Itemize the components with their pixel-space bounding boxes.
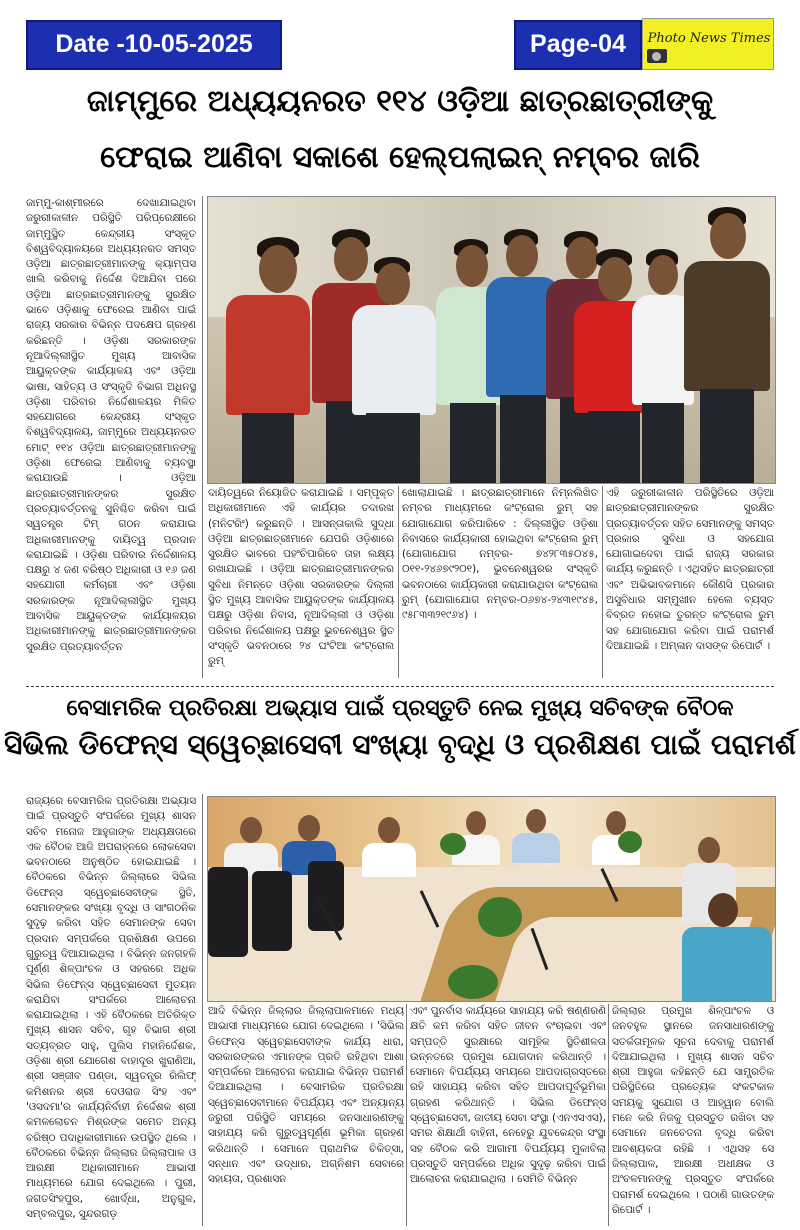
story2-headline-line2: ସିଭିଲ ଡିଫେନ୍ସ ସ୍ୱେଚ୍ଛାସେବୀ ସଂଖ୍ୟା ବୃଦ୍ଧି ଓ ପ୍ରଶିକ୍ଷଣ ପାଇଁ ପରାମର୍ଶ (4, 728, 796, 761)
column-divider (602, 486, 603, 678)
column-divider (406, 1004, 407, 1226)
story1-column-1: ଜାମ୍ମୁ-କାଶ୍ମୀରରେ ଦେଖାଯାଇଥିବା ଜରୁରୀକାଳୀନ ପରିସ୍ଥିତି ପରିପ୍ରେକ୍ଷୀରେ ଜାମ୍ମୁସ୍ଥିତ କେନ୍ଦ୍ରୀୟ ସଂସ୍କୃତ ବିଶ୍ୱବିଦ୍ୟାଳୟରେ ଅଧ୍ୟୟନରତ ସମସ୍ତ ଓଡ଼ିଆ ଛାତ୍ରଛାତ୍ରୀମାନଙ୍କୁ କ୍ୟାମ୍ପସ ଖାଲି କରିବାକୁ ନିର୍ଦ୍ଦେଶ ଦିଆଯିବା ପରେ ଓଡ଼ିଆ ଛାତ୍ରଛାତ୍ରୀମାନଙ୍କୁ ସୁରକ୍ଷିତ ଭାବେ ଓଡ଼ିଶାକୁ ଫେରେଇ ଆଣିବା ପାଇଁ ରାଜ୍ୟ ସରକାର ବିଭିନ୍ନ ପଦକ୍ଷେପ ଗ୍ରହଣ କରିଛନ୍ତି । ଓଡ଼ିଶା ସରକାରଙ୍କ ନୂଆଦିଲ୍ଲୀସ୍ଥିତ ମୁଖ୍ୟ ଆବାସିକ ଆୟୁକ୍ତଙ୍କ କାର୍ଯ୍ୟାଳୟ ଏବଂ ଓଡ଼ିଆ ଭାଷା, ସାହିତ୍ୟ ଓ ସଂସ୍କୃତି ବିଭାଗ ଅଧିନସ୍ଥ ଓଡ଼ିଶା ପରିବାର ନିର୍ଦ୍ଦେଶାଳୟର ମିଳିତ ସହଯୋଗରେ କେନ୍ଦ୍ରୀୟ ସଂସ୍କୃତ ବିଶ୍ୱବିଦ୍ୟାଳୟ, ଜାମ୍ମୁରେ ଅଧ୍ୟୟନରତ ମୋଟ୍ ୧୧୪ ଓଡ଼ିଆ ଛାତ୍ରଛାତ୍ରୀମାନଙ୍କୁ ଓଡ଼ିଶା ଫେରେଇ ଆଣିବାକୁ ବ୍ୟବସ୍ଥା କରାଯାଉଛି । ଓଡ଼ିଆ ଛାତ୍ରଛାତ୍ରୀମାନଙ୍କର ସୁରକ୍ଷିତ ପ୍ରତ୍ୟାବର୍ତ୍ତନକୁ ସୁନିଶ୍ଚିତ କରିବା ପାଇଁ ସ୍ୱତନ୍ତ୍ର ଟିମ୍ ଗଠନ କରାଯାଇ ଅଧିକାରୀମାନଙ୍କୁ ଦାୟିତ୍ୱ ପ୍ରଦାନ କରାଯାଇଛି । ଓଡ଼ିଶା ପରିବାର ନିର୍ଦ୍ଦେଶାଳୟ ପକ୍ଷରୁ ୪ ଜଣ ବରିଷ୍ଠ ଅଧିକାରୀ ଓ ୧୬ ଜଣ ସହଯୋଗୀ କର୍ମଚାରୀ ଏବଂ ଓଡ଼ିଶା ସରକାରଙ୍କ ନୂଆଦିଲ୍ଲୀସ୍ଥିତ ମୁଖ୍ୟ ଆବାସିକ ଆୟୁକ୍ତଙ୍କ କାର୍ଯ୍ୟାଳୟର ଅଧିକାରୀମାନଙ୍କୁ ଛାତ୍ରଛାତ୍ରୀମାନଙ୍କର ସୁରକ୍ଷିତ ପ୍ରତ୍ୟାବର୍ତ୍ତନ (26, 197, 196, 653)
meeting-participant (358, 817, 418, 877)
story1-column-4: ଏହି ଜରୁରୀକାଳୀନ ପରିସ୍ଥିତିରେ ଓଡ଼ିଆ ଛାତ୍ରଛାତ୍ରୀମାନଙ୍କର ସୁରକ୍ଷିତ ପ୍ରତ୍ୟାବର୍ତ୍ତନ ସହିତ ସେମାନଙ୍କୁ ସମସ୍ତ ପ୍ରକାର ସୁବିଧା ଓ ସହଯୋଗ ଯୋଗାଇଦେବା ପାଇଁ ରାଜ୍ୟ ସରକାର କାର୍ଯ୍ୟ କରୁଛନ୍ତି । ଏଥିସହିତ ଛାତ୍ରଛାତ୍ରୀ ଏବଂ ଅଭିଭାବକମାନେ କୌଣସି ପ୍ରକାର ଅସୁବିଧାର ସମ୍ମୁଖୀନ ହେଲେ ବ୍ୟସ୍ତ ବିବ୍ରତ ନହୋଇ ତୁରନ୍ତ କଂଟ୍ରୋଲ ରୁମ୍ ସହ ଯୋଗାଯୋଗ କରିବା ପାଇଁ ପରାମର୍ଶ ଦିଆଯାଇଛି । ଅମ୍ଳାନ ଦାସଙ୍କ ରିପୋର୍ଟ । (606, 487, 774, 652)
plant-decoration (478, 897, 522, 937)
story1-column-3: ଖୋଲାଯାଇଛି । ଛାତ୍ରଛାତ୍ରୀମାନେ ନିମ୍ନଲିଖିତ ନମ୍ବର ମାଧ୍ୟମରେ କଂଟ୍ରୋଲ ରୁମ୍ ସହ ଯୋଗାଯୋଗ କରିପାରିବେ : ଦିଲ୍ଲୀସ୍ଥିତ ଓଡ଼ିଶା ନିବାସରେ କାର୍ଯ୍ୟକାରୀ ହୋଇଥିବା କଂଟ୍ରୋଲ ରୁମ୍ (ଯୋଗାଯୋଗ ନମ୍ବର- ୭୪୨୮୩୫୦୪୫, ୦୧୧-୨୪୬୭୯୨୦୧), ଭୁବନେଶ୍ୱରର ସଂସ୍କୃତି ଭବନଠାରେ କାର୍ଯ୍ୟକାରୀ କରାଯାଉଥିବା କଂଟ୍ରୋଲ ରୁମ୍ (ଯୋଗାଯୋଗ ନମ୍ବର-୦୬୭୪-୨୪୩୧୯୪୫, ୯୫୮୩୩୨୧୯୬୪) । (402, 487, 598, 622)
story2-column-3: ଏବଂ ପୁନର୍ବାସ କାର୍ଯ୍ୟରେ ସାହାଯ୍ୟ କରି ଷଣ୍ଣରଣି କ୍ଷତି କମ କରିବା ସହିତ ଜୀବନ ବଂଚାଇବା ଏବଂ ସମ୍ପତ୍ତି ସୁରକ୍ଷାରେ ସାମୂହିକ ସ୍ଥିତିଶୀଳତା ଉନ୍ନତରେ ପ୍ରମୁଖ ଯୋଗଦାନ କରିଥାନ୍ତି । ସେମାନେ ବିପର୍ଯ୍ୟୟ ସମୟରେ ଆପଦାଗ୍ରସ୍ତରେ ରହି ସାହାଯ୍ୟ କରିବା ସହିତ ଆପଦାପୂର୍ବଭୂମିକା ଗ୍ରହଣ କରିଥାନ୍ତି । ସିଭିଲ ଡିଫେନ୍ସ ସ୍ୱେଚ୍ଛାସେବୀ, ଜାତୀୟ ସେବା ସଂସ୍ଥା (ଏନଏସଏସ), ସମର ଶିକ୍ଷାର୍ଥୀ ବାହିନୀ, ନେହେରୁ ଯୁବକେନ୍ଦ୍ର ସଂସ୍ଥା ସହ ବୈଠକ କରି ଆଗାମୀ ବିପର୍ଯ୍ୟୟ ମୁକାବିଲା ପ୍ରସ୍ତୁତି ସମ୍ପର୍କରେ ଅଧିକ ସୁଦୃଢ଼ କରିବା ପାଇଁ ଆଲୋଚନା କରାଯାଇଥିଲା । ସେମିତି ବିଭିନ୍ନ (410, 1005, 606, 1186)
column-divider (398, 486, 399, 678)
story2-column-1: ରାଜ୍ୟରେ ବେସାମରିକ ପ୍ରତିରକ୍ଷା ଅଭ୍ୟାସ ପାଇଁ ପ୍ରସ୍ତୁତି ସଂପର୍କରେ ମୁଖ୍ୟ ଶାସନ ସଚିବ ମନୋଜ ଆହୁଜାଙ୍କ ଅଧ୍ୟକ୍ଷତାରେ ଏକ ବୈଠକ ଆଜି ଅପରାହ୍ନରେ ଲୋକସେବା ଭବନଠାରେ ଅନୁଷ୍ଠିତ ହୋଇଯାଇଛି । ବୈଠକରେ ବିଭିନ୍ନ ଜିଲ୍ଲାରେ ସିଭିଲ ଡିଫେନ୍ସ ସ୍ୱେଚ୍ଛାସେବୀଙ୍କ ସ୍ଥିତି, ସେମାନଙ୍କର ସଂଖ୍ୟା ବୃଦ୍ଧି ଓ ସାଂଗଠନିକ ସୁଦୃଢ଼ କରିବା ସହିତ ସେମାନଙ୍କ ସେବା ପ୍ରଦାନ ସମ୍ପର୍କରେ ପ୍ରଶିକ୍ଷଣ ଉପରେ ଗୁରୁତ୍ୱ ଦିଆଯାଇଥିଲା । ବିଭିନ୍ନ ଜନଗହଳି ପୂର୍ଣ୍ଣ ଶିଳ୍ପାଂଚଳ ଓ ସହରରେ ଅଧିକ ସିଭିଲ ଡିଫେନ୍ସ ସ୍ୱେଚ୍ଛାସେବୀ ମୁତୟନ କରାଯିବା ସଂପର୍କରେ ଆଲୋଚନା କରାଯାଇଥିଲା । ଏହି ବୈଠକରେ ଅତିରିକ୍ତ ମୁଖ୍ୟ ଶାସନ ସଚିବ, ଗୃହ ବିଭାଗ ଶ୍ରୀ ସତ୍ୟବ୍ରତ ସାହୁ, ପୁଲିସ ମହାନିର୍ଦ୍ଦେଶକ, ଓଡ଼ିଶା ଶ୍ରୀ ଯୋଗେଶ ବାହାଦୂର ଖୁରାଣିଆ, ଶ୍ରୀ ସଞ୍ଜୀବ ପଣ୍ଡା, ସ୍ୱତନ୍ତ୍ର ରିଲିଫ୍ କମିଶନର ଶ୍ରୀ ଦେଓରାଜ ସିଂହ ଏବଂ 'ଓସଦମା'ର କାର୍ଯ୍ୟନିର୍ବାହୀ ନିର୍ଦ୍ଦେଶକ ଶ୍ରୀ କମଳଲୋଚନ ମିଶ୍ରଙ୍କ ସମେତ ଅନ୍ୟ ବରିଷ୍ଠ ପଦାଧିକାରୀମାନେ ଉପସ୍ଥିତ ଥିଲେ । ବୈଠକରେ ବିଭିନ୍ନ ଜିଲ୍ଲାର ଜିଲ୍ଲାପାଳ ଓ ଆରକ୍ଷୀ ଅଧିକାରୀମାନେ ଆଭାସୀ ମାଧ୍ୟମରେ ଯୋଗ ଦେଇଥିଲେ । ପୁରୀ, ଜଗତସିଂହପୁର, ଖୋର୍ଦ୍ଧା, ଅନୁଗୁଳ, ସମ୍ବଲପୁର, ସୁନ୍ଦରଗଡ଼ (26, 795, 196, 1221)
logo-text: Photo News Times (647, 31, 771, 46)
plant-decoration (618, 831, 642, 853)
section-separator (26, 686, 774, 687)
column-divider (608, 1004, 609, 1226)
student-figure (212, 217, 312, 484)
office-chair (308, 861, 344, 931)
story2-column-2: ଆଦି ବିଭିନ୍ନ ଜିଲ୍ଲାର ଜିଲ୍ଲାପାଳମାନେ ମଧ୍ୟ ଆଭାସୀ ମାଧ୍ୟମରେ ଯୋଗ ଦେଇଥିଲେ । 'ସିଭିଲ ଡିଫେନ୍ସ ସ୍ୱେଚ୍ଛାସେବୀଙ୍କ କାର୍ଯ୍ୟ ଧାରା, ସରକାରଙ୍କର ଏମାନଙ୍କ ପ୍ରତି ରହିଥିବା ଆଶା ସମ୍ପର୍କରେ ଆଲୋଚନା କରାଯାଇ ବିଭିନ୍ନ ପରାମର୍ଶ ଦିଆଯାଇଥିଲା । ବେସାମରିକ ପ୍ରତିରକ୍ଷା ସ୍ୱେଚ୍ଛାସେବୀମାନେ ବିପର୍ଯ୍ୟୟ ଏବଂ ଅନ୍ୟାନ୍ୟ ଜରୁରୀ ପରିସ୍ଥିତି ସମୟରେ ଜନସାଧାରଣଙ୍କୁ ସାହାଯ୍ୟ କରି ଗୁରୁତ୍ୱପୂର୍ଣ୍ଣ ଭୂମିକା ଗ୍ରହଣ କରିଥାନ୍ତି । ସେମାନେ ପ୍ରାଥମିକ ଚିକିତ୍ସା, ସନ୍ଧାନ ଏବଂ ଉଦ୍ଧାର, ଅଗ୍ନିଶମ ସେବାରେ ସହାୟତା, ପ୍ରଶାସନ (208, 1005, 404, 1186)
student-figure (678, 197, 774, 484)
camera-lens-icon (652, 52, 661, 61)
date-badge: Date -10-05-2025 (26, 20, 282, 70)
student-figure (348, 247, 438, 484)
microphone (420, 890, 440, 928)
office-chair (252, 871, 292, 951)
plant-decoration (448, 965, 498, 999)
plant-decoration (440, 833, 466, 855)
page-number-badge: Page-04 (514, 20, 642, 70)
story2-headline-line1: ବେସାମରିକ ପ୍ରତିରକ୍ଷା ଅଭ୍ୟାସ ପାଇଁ ପ୍ରସ୍ତୁତି ନେଇ ମୁଖ୍ୟ ସଚିବଙ୍କ ବୈଠକ (66, 696, 734, 721)
column-divider (202, 196, 203, 678)
story1-photo-students (207, 196, 776, 484)
column-divider (202, 794, 203, 1226)
story1-column-2: ଦାୟିତ୍ୱରେ ନିୟୋଜିତ କରାଯାଇଛି । ସମ୍ପୃକ୍ତ ଅଧିକାରୀମାନେ ଏହି କାର୍ଯ୍ୟର ତଦାରଖ (ମନିଟରିଂ) କରୁଛନ୍ତି । ଆସନ୍ତାକାଲି ସୁଦ୍ଧା ଓଡ଼ିଆ ଛାତ୍ରଛାତ୍ରୀମାନେ ଯେପରି ଓଡ଼ିଶାରେ ସୁରକ୍ଷିତ ଭାବରେ ପହଂଚିପାରିବେ ତାହା ଲକ୍ଷ୍ୟ ରଖାଯାଇଛି । ଓଡ଼ିଆ ଛାତ୍ରଛାତ୍ରୀମାନଙ୍କର ସୁବିଧା ନିମନ୍ତେ ଓଡ଼ିଶା ସରକାରଙ୍କ ଦିଲ୍ଲୀ ସ୍ଥିତ ମୁଖ୍ୟ ଆବାସିକ ଆୟୁକ୍ତଙ୍କ କାର୍ଯ୍ୟାଳୟ ପକ୍ଷରୁ ଓଡ଼ିଶା ନିବାସ, ନୂଆଦିଲ୍ଲୀ ଓ ଓଡ଼ିଶା ପରିବାର ନିର୍ଦ୍ଦେଶାଳୟ ପକ୍ଷରୁ ଭୁବନେଶ୍ୱର ସ୍ଥିତ ସଂସ୍କୃତି ଭବନଠାରେ ୨୪ ଘଂଟିଆ କଂଟ୍ରୋଲ ରୁମ୍ (208, 487, 394, 668)
office-chair (208, 867, 248, 957)
meeting-participant (678, 893, 774, 1002)
story1-headline-line1: ଜାମ୍ମୁରେ ଅଧ୍ୟୟନରତ ୧୧୪ ଓଡ଼ିଆ ଛାତ୍ରଛାତ୍ରୀଙ୍କୁ (86, 84, 714, 119)
story1-headline-line2: ଫେରାଇ ଆଣିବା ସକାଶେ ହେଲ୍‌ପଲାଇନ୍ ନମ୍ବର ଜାରି (100, 140, 700, 175)
meeting-participant (508, 809, 564, 865)
photo-news-times-logo (642, 18, 774, 70)
story2-photo-meeting (207, 796, 776, 1002)
story2-column-4: ଜିଲ୍ଲାର ପ୍ରମୁଖ ଶିଳ୍ପାଂଚଳ ଓ ଜନବହୁଳ ସ୍ଥାନରେ ଜନସାଧାରଣଙ୍କୁ ସତର୍କତାମୂଳକ ସୂଚନା ଦେବାକୁ ପରାମର୍ଶ ଦିଆଯାଇଥିଲା । ମୁଖ୍ୟ ଶାସନ ସଚିବ ଶ୍ରୀ ଆହୁଜା କହିଛନ୍ତି ଯେ ସାମ୍ପ୍ରତିକ ପରିସ୍ଥିତିରେ ପ୍ରତ୍ୟେକ ସଂକଟକାଳ ସମୟକୁ ସୁଯୋଗ ଓ ଆହ୍ୱାନ ବୋଲି ମନେ କରି ନିଜକୁ ପ୍ରସ୍ତୁତ ରଖିବା ସହ ସେମାନେ ଜନଚେତନା ବୃଦ୍ଧି କରିବା ଆବଶ୍ୟକତା ରହିଛି । ଏଥିସହ ସେ ଜିଲ୍ଲାପାଳ, ଆରକ୍ଷୀ ଅଧୀକ୍ଷକ ଓ ଅଂଚଳମାନଙ୍କୁ ପ୍ରସ୍ତୁତ ସଂପର୍କରେ ପରାମର୍ଶ ଦେଇଥିଲେ । ପଠାଣି ଗାଉତଙ୍କ ରିପୋର୍ଟ । (612, 1005, 774, 1216)
